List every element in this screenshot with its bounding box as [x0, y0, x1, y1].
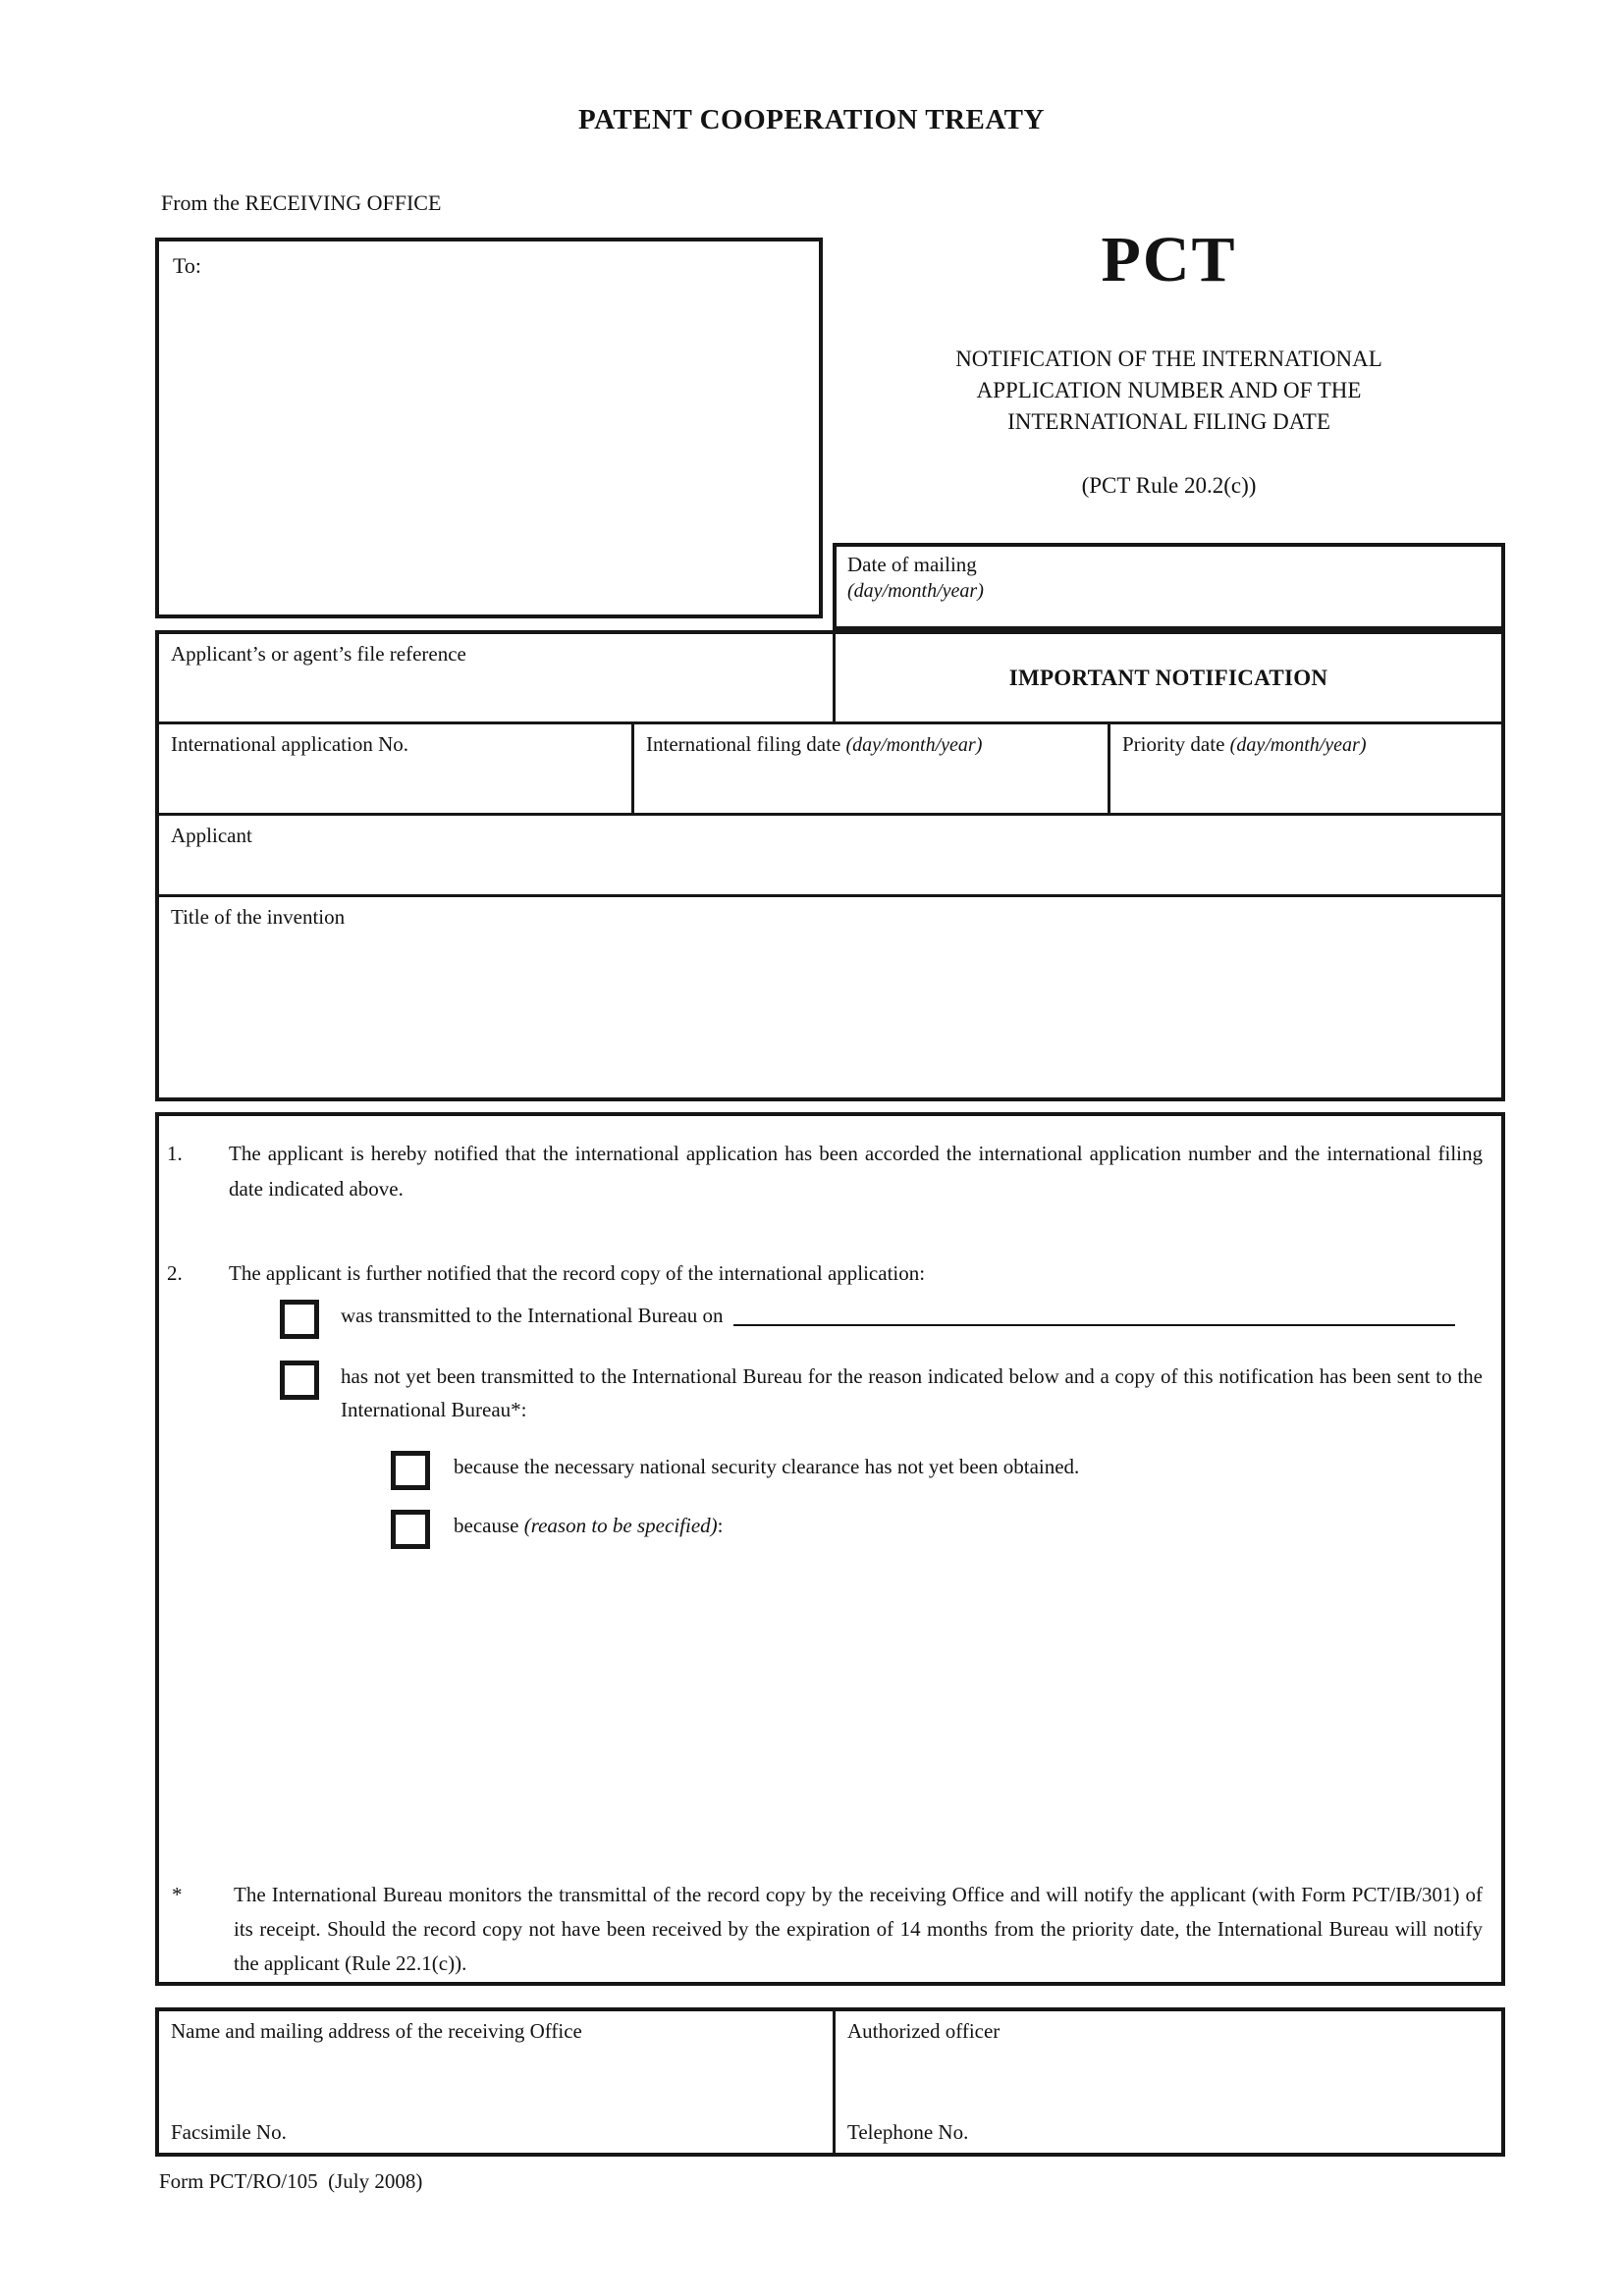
- other-reason-suffix: :: [717, 1514, 724, 1537]
- applicant-row: [159, 813, 1501, 894]
- other-reason-checkbox[interactable]: [391, 1510, 430, 1549]
- other-reason-italic: (reason to be specified): [523, 1514, 718, 1537]
- transmitted-option-label: was transmitted to the International Bureau on: [341, 1304, 724, 1327]
- file-reference-field[interactable]: [159, 634, 833, 721]
- international-application-no-field[interactable]: [159, 724, 631, 813]
- footnote-text: The International Bureau monitors the transmittal of the record copy by the receiving Office and will notify the applicant (with Form PCT/IB/301) of its receipt. Should the record copy not have been received by the expiration of 14 months from the priority date, the International Bureau will notify the applicant (Rule 22.1(c)).: [234, 1883, 1483, 1975]
- notification-heading: NOTIFICATION OF THE INTERNATIONAL APPLICATION NUMBER AND OF THE INTERNATIONAL FILING DATE: [955, 347, 1382, 434]
- receiving-office-cell[interactable]: [159, 2011, 833, 2153]
- file-reference-row: [159, 634, 1501, 721]
- date-of-mailing-hint: (day/month/year): [847, 580, 984, 602]
- application-data-table: [155, 630, 1505, 1101]
- file-reference-label: Applicant’s or agent’s file reference: [171, 642, 466, 666]
- item-2-number: 2.: [167, 1261, 183, 1285]
- important-notification-label: IMPORTANT NOTIFICATION: [1008, 665, 1328, 690]
- pct-rule-reference: (PCT Rule 20.2(c)): [1081, 473, 1257, 498]
- page-title: PATENT COOPERATION TREATY: [578, 104, 1045, 135]
- recipient-address-box[interactable]: [155, 238, 823, 618]
- pct-logo: PCT: [1101, 224, 1237, 295]
- international-application-no-label: International application No.: [171, 732, 409, 756]
- priority-date-label: Priority date: [1122, 732, 1225, 756]
- authorized-officer-cell[interactable]: [833, 2011, 1501, 2153]
- dates-row: [159, 721, 1501, 813]
- transmitted-option-row: [280, 1299, 1483, 1339]
- not-transmitted-checkbox[interactable]: [280, 1361, 319, 1400]
- applicant-field[interactable]: [159, 816, 1501, 894]
- footnote: [167, 1878, 1483, 1981]
- invention-title-row: [159, 894, 1501, 1097]
- receiving-office-label: Name and mailing address of the receiving Office: [171, 2019, 582, 2043]
- security-clearance-reason-label: because the necessary national security clearance has not yet been obtained.: [454, 1455, 1080, 1478]
- international-filing-date-label: International filing date: [646, 732, 841, 756]
- date-of-mailing-label: Date of mailing: [847, 553, 977, 576]
- priority-date-hint: (day/month/year): [1229, 734, 1367, 756]
- form-identifier: Form PCT/RO/105 (July 2008): [159, 2169, 423, 2193]
- item-1-text: The applicant is hereby notified that the international application has been accorded the international application number and the international filing date indicated above.: [229, 1142, 1483, 1201]
- not-transmitted-option-label: has not yet been transmitted to the International Bureau for the reason indicated below and a copy of this notification has been sent to the International Bureau*:: [341, 1364, 1483, 1421]
- international-filing-date-field[interactable]: [631, 724, 1108, 813]
- important-notification-cell: [833, 634, 1501, 721]
- other-reason-prefix: because: [454, 1514, 524, 1537]
- not-transmitted-option-row: [280, 1360, 1483, 1426]
- other-reason-row: [391, 1509, 1483, 1549]
- notice-item-2: [167, 1255, 1483, 1291]
- notification-body-box: [155, 1112, 1505, 1986]
- telephone-label: Telephone No.: [847, 2120, 969, 2144]
- transmitted-checkbox[interactable]: [280, 1300, 319, 1339]
- office-signature-box: [155, 2007, 1505, 2157]
- applicant-label: Applicant: [171, 824, 252, 847]
- to-label: To:: [173, 253, 202, 278]
- item-2-text: The applicant is further notified that the record copy of the international application:: [229, 1261, 926, 1285]
- international-filing-date-hint: (day/month/year): [845, 734, 983, 756]
- authorized-officer-label: Authorized officer: [847, 2019, 1001, 2043]
- invention-title-label: Title of the invention: [171, 905, 346, 929]
- priority-date-field[interactable]: [1108, 724, 1501, 813]
- security-clearance-reason-row: [391, 1450, 1483, 1490]
- item-1-number: 1.: [167, 1142, 183, 1165]
- footnote-marker: *: [172, 1883, 183, 1906]
- transmittal-date-line[interactable]: [733, 1324, 1455, 1326]
- invention-title-field[interactable]: [159, 897, 1501, 1097]
- security-clearance-checkbox[interactable]: [391, 1451, 430, 1490]
- date-of-mailing-field[interactable]: [833, 543, 1505, 630]
- from-receiving-office-label: From the RECEIVING OFFICE: [161, 190, 442, 215]
- notice-item-1: [167, 1136, 1483, 1206]
- facsimile-label: Facsimile No.: [171, 2120, 287, 2144]
